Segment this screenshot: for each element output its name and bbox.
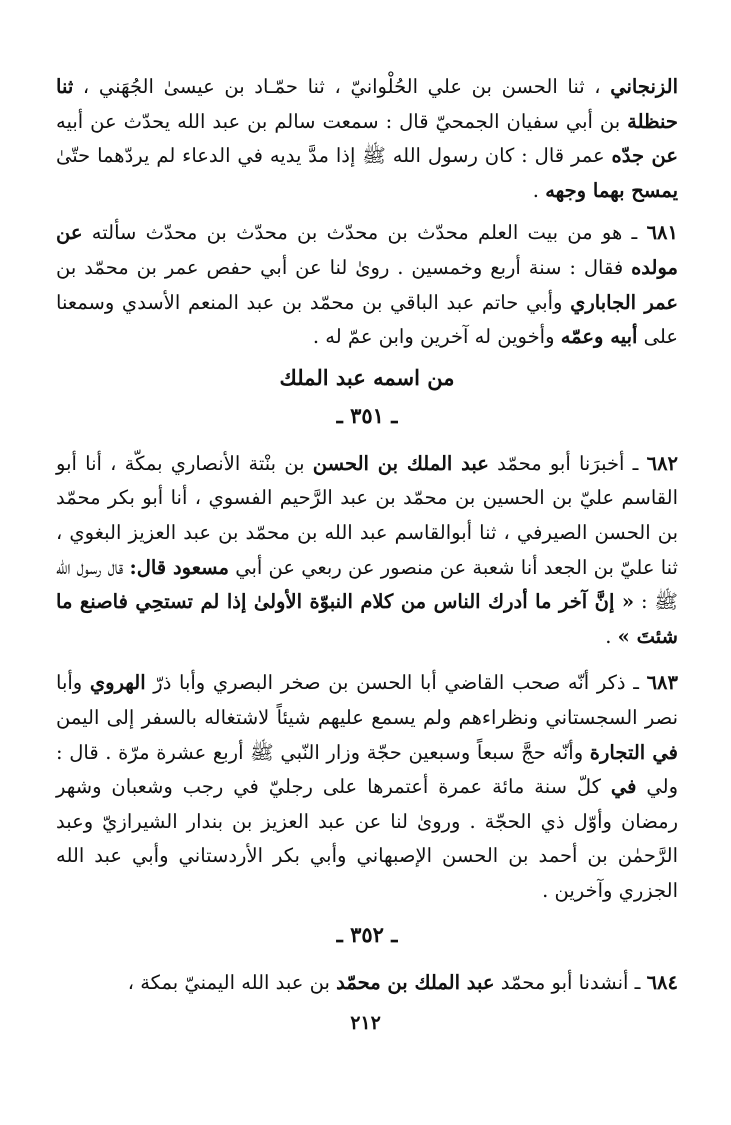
entry-number: ٦٨١ bbox=[646, 221, 678, 245]
paragraph-683 bbox=[56, 666, 678, 908]
section-heading: من اسمه عبد الملك bbox=[279, 364, 455, 390]
text-run: عن مولده bbox=[56, 221, 678, 279]
text-run: قال رسول الله ﷺ : bbox=[56, 555, 678, 614]
text-run: وأخوين له آخرين وابن عمّ له . bbox=[312, 325, 561, 349]
text-run: بن عبد الله اليمنيّ بمكة ، bbox=[127, 971, 337, 995]
page-body bbox=[56, 70, 678, 1001]
entry-number: ٦٨٤ bbox=[646, 971, 678, 995]
text-run: الزنجاني bbox=[610, 75, 678, 98]
text-run: ثنا حنظلة bbox=[56, 75, 678, 133]
text-run: كلّ سنة مائة عمرة أعتمرها على رجليّ في رجب وشعبان وشهر رمضان وأوّل ذي الحجّة . وروىٰ لنا عن عبد العزيز بن بندار الشيرازيّ وعبد الرَّحمٰن بن أحمد بن الحسن الإصبهاني وأبي بكر الأردستاني وأبي عبد الله الجزري وآخرين . bbox=[56, 775, 678, 902]
text-run: وأبي حاتم عبد الباقي بن محمّد بن عبد المنعم الأسدي وسمعنا على bbox=[56, 290, 678, 349]
text-run: عمر قال : كان رسول الله ﷺ إذا مدَّ يديه في الدعاء لم يردّهما حتّىٰ bbox=[56, 144, 612, 168]
section-number-351: ـ ٣٥١ ـ bbox=[336, 402, 398, 428]
text-run: عن جدّه bbox=[611, 144, 678, 168]
paragraph-681 bbox=[56, 216, 678, 354]
text-run: ـ هو من بيت العلم محدّث بن محدّث بن محدّث بن محدّث سألته bbox=[82, 221, 647, 245]
text-run: . bbox=[532, 178, 546, 202]
text-run: ـ ذكر أنّه صحب القاضي أبا الحسن بن صخر البصري وأبا ذرّ bbox=[145, 671, 647, 695]
text-run: عبد الملك بن محمّد bbox=[336, 971, 495, 995]
text-run: وأبا نصر السجستاني ونظراءهم ولم يسمع عليهم شيئاً لاشتغاله بالسفر إلى اليمن bbox=[56, 671, 678, 729]
text-run: ـ أنشدنا أبو محمّد bbox=[494, 971, 647, 995]
hadith-quote: « إنَّ آخر ما أدرك الناس من كلام النبوّة الأولىٰ إذا لم تستحِي فاصنع ما شئتَ » bbox=[56, 590, 678, 648]
text-run: بن بنْتة الأنصاري بمكّة ، أنا أبو القاسم عليّ بن الحسين بن محمّد بن عبد الرَّحيم الفسوي ، أنا أبو بكر محمّد بن الحسن الصيرفي ، ثنا أبوالقاسم عبد الله بن محمّد بن عبد العزيز البغوي ، ثنا عليّ بن الجعد أنا شعبة عن منصور عن ربعي عن أبي bbox=[56, 451, 678, 579]
paragraph-682 bbox=[56, 447, 678, 655]
text-run: في bbox=[610, 775, 637, 799]
text-run: أبيه وعمّه bbox=[560, 325, 638, 349]
text-run: يمسح بهما وجهه bbox=[545, 178, 678, 202]
text-run: عبد الملك بن الحسن bbox=[312, 451, 489, 475]
text-run: الهروي bbox=[89, 671, 146, 695]
text-run: . bbox=[605, 624, 618, 648]
text-run: ـ أخبرَنا أبو محمّد bbox=[488, 451, 647, 475]
text-run: وأنّه حجَّ سبعاً وسبعين حجّة وزار النّبي ﷺ أربع عشرة مرّة . قال : ولي bbox=[56, 740, 678, 799]
text-run: بن أبي سفيان الجمحيّ قال : سمعت سالم بن عبد الله يحدّث عن أبيه bbox=[56, 109, 628, 133]
paragraph-680-continuation bbox=[56, 70, 678, 208]
text-run: في التجارة bbox=[589, 740, 679, 764]
entry-number: ٦٨٢ bbox=[646, 451, 679, 475]
text-run: مسعود قال: bbox=[129, 555, 229, 579]
paragraph-684 bbox=[56, 966, 678, 1001]
page-number: ٢١٢ bbox=[350, 1012, 381, 1034]
entry-number: ٦٨٣ bbox=[646, 671, 678, 695]
text-run: عمر الجاباري bbox=[570, 290, 678, 314]
text-run: ، ثنا الحسن بن علي الحُلْوانيّ ، ثنا حمّـاد بن عيسىٰ الجُهَني ، bbox=[73, 75, 611, 98]
text-run: فقال : سنة أربع وخمسين . روىٰ لنا عن أبي حفص عمر بن محمّد بن bbox=[56, 255, 632, 279]
section-number-352: ـ ٣٥٢ ـ bbox=[336, 922, 398, 948]
